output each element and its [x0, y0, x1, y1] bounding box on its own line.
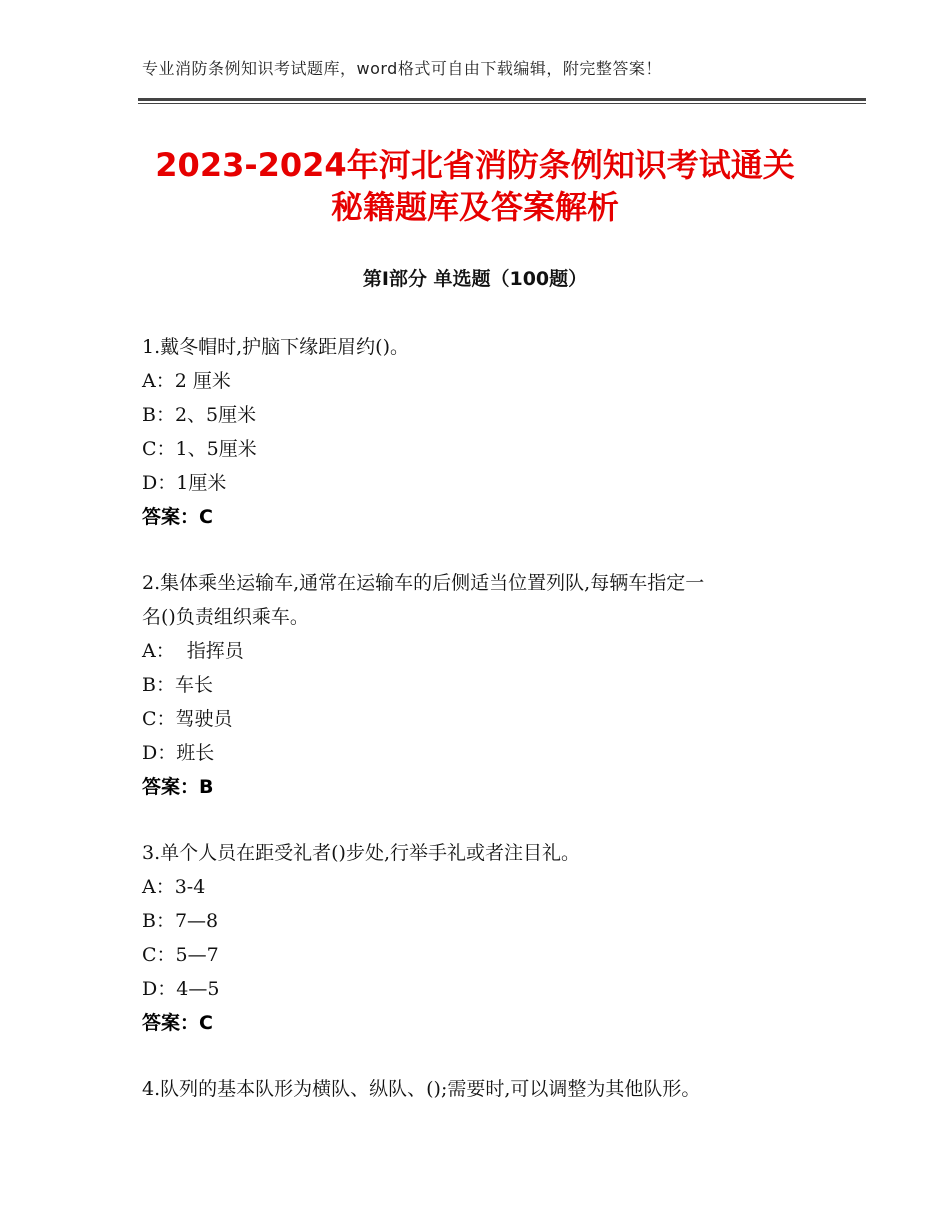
option-d: D：班长 — [142, 742, 215, 764]
question-3 — [142, 836, 802, 1040]
option-c: C：5—7 — [142, 944, 219, 966]
option-b: B：7—8 — [142, 910, 219, 932]
answer: 答案：C — [142, 506, 213, 528]
option-b: B：2、5厘米 — [142, 404, 257, 426]
section-title: 第Ⅰ部分 单选题（100题） — [362, 268, 588, 290]
option-a: A：2 厘米 — [142, 370, 231, 392]
header-note: 专业消防条例知识考试题库，word格式可自由下载编辑，附完整答案！ — [142, 59, 662, 78]
question-stem: 2.集体乘坐运输车,通常在运输车的后侧适当位置列队,每辆车指定一 — [142, 572, 705, 594]
option-c: C：驾驶员 — [142, 708, 233, 730]
question-stem-continued: 名()负责组织乘车。 — [142, 606, 309, 628]
option-b: B：车长 — [142, 674, 213, 696]
question-stem: 1.戴冬帽时,护脑下缘距眉约()。 — [142, 336, 409, 358]
question-stem: 4.队列的基本队形为横队、纵队、();需要时,可以调整为其他队形。 — [142, 1078, 701, 1100]
option-d: D：1厘米 — [142, 472, 227, 494]
question-stem: 3.单个人员在距受礼者()步处,行举手礼或者注目礼。 — [142, 842, 580, 864]
option-a: A：3-4 — [142, 876, 206, 898]
header-rule-thin — [138, 103, 866, 104]
answer: 答案：C — [142, 1012, 213, 1034]
option-c: C：1、5厘米 — [142, 438, 257, 460]
document-title — [100, 144, 850, 228]
document-title-line-2: 秘籍题库及答案解析 — [330, 188, 619, 226]
document-title-line-1: 2023-2024年河北省消防条例知识考试通关 — [155, 146, 795, 184]
question-4 — [142, 1072, 802, 1106]
header-rule-thick — [138, 98, 866, 101]
question-2 — [142, 566, 802, 804]
question-list — [142, 330, 802, 1138]
option-a: A： 指挥员 — [142, 640, 244, 662]
question-1 — [142, 330, 802, 534]
answer: 答案：B — [142, 776, 214, 798]
option-d: D：4—5 — [142, 978, 220, 1000]
